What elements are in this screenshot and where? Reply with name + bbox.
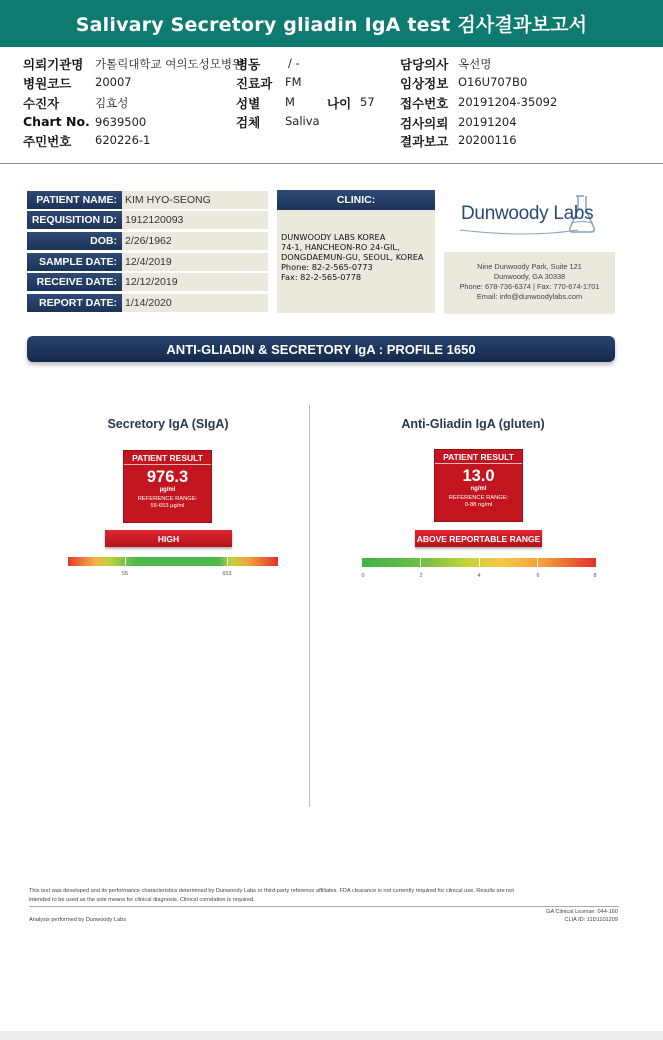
- gliadin-tick-label: 8: [593, 573, 597, 579]
- patient-label-requisition: REQUISITION ID:: [27, 211, 122, 229]
- hdr-label-chart-no: Chart No.: [23, 114, 90, 129]
- patient-value-sample-date: 12/4/2019: [122, 253, 268, 271]
- lab-address-line: Dunwoody, GA 30338: [493, 272, 566, 281]
- siga-tick-label: 55: [121, 571, 129, 577]
- gliadin-result-value: 13.0: [462, 467, 495, 485]
- hdr-value-specimen: Saliva: [285, 114, 320, 128]
- hdr-value-report-date: 20200116: [458, 133, 517, 147]
- clia-id: CLIA ID: 11D1101209: [564, 917, 618, 923]
- hdr-label-hospital-code: 병원코드: [23, 76, 72, 91]
- siga-result-value: 976.3: [146, 468, 189, 486]
- siga-tick-label: 653: [222, 571, 232, 577]
- patient-label-sample-date: SAMPLE DATE:: [27, 253, 122, 271]
- lab-address-line: Phone: 678-736-6374 | Fax: 770-674-1701: [459, 282, 600, 291]
- clinic-line: DUNWOODY LABS KOREA: [281, 232, 386, 242]
- hdr-label-age: 나이: [327, 96, 352, 111]
- siga-result-box: [123, 450, 212, 523]
- dunwoody-logo: [458, 192, 603, 240]
- hdr-value-sex: M: [285, 95, 295, 109]
- hdr-label-specimen: 검체: [236, 115, 261, 130]
- gliadin-tick: [420, 558, 421, 567]
- hdr-label-resident-no: 주민번호: [23, 134, 72, 149]
- hdr-label-sex: 성별: [236, 96, 261, 111]
- hdr-label-request-date: 검사의뢰: [400, 116, 449, 131]
- clinic-line: Fax: 82-2-565-0778: [281, 272, 362, 282]
- hdr-value-physician: 옥선명: [458, 57, 492, 71]
- lab-address-panel: [444, 252, 615, 314]
- report-title: Salivary Secretory gliadin IgA test 검사결과보고서: [75, 14, 588, 36]
- gliadin-tick-label: 0: [361, 573, 365, 579]
- disclaimer-line-1: This test was developed and its performance characteristics determined by Dunwoody Labs or third-party reference affiliates. FDA clearance is not currently required for clinical use. Results are not: [29, 888, 514, 894]
- hdr-label-patient: 수진자: [23, 96, 60, 111]
- hdr-label-clinical-info: 임상정보: [400, 76, 449, 91]
- siga-result-label: PATIENT RESULT: [124, 451, 211, 465]
- siga-gauge: [68, 557, 278, 566]
- header-divider: [0, 163, 663, 164]
- siga-flag: HIGH: [105, 530, 232, 547]
- patient-label-dob: DOB:: [27, 232, 122, 250]
- patient-label-report-date: REPORT DATE:: [27, 294, 122, 312]
- gliadin-tick-label: 2: [419, 573, 423, 579]
- patient-label-name: PATIENT NAME:: [27, 191, 122, 209]
- patient-value-name: KIM HYO-SEONG: [122, 191, 268, 209]
- clinic-address: [277, 210, 435, 313]
- gliadin-rr-value: 0-88 ng/ml: [464, 502, 493, 508]
- clinic-line: DONGDAEMUN-GU, SEOUL, KOREA: [281, 252, 424, 262]
- gliadin-result-label: PATIENT RESULT: [435, 450, 522, 464]
- gliadin-tick: [479, 558, 480, 567]
- analysis-performed: Analysis performed by Dunwoody Labs: [29, 917, 127, 923]
- patient-value-report-date: 1/14/2020: [122, 294, 268, 312]
- hdr-value-patient: 김효성: [95, 96, 129, 110]
- hdr-value-age: 57: [360, 95, 375, 109]
- hdr-value-department: FM: [285, 75, 302, 89]
- gliadin-tick: [537, 558, 538, 567]
- hdr-value-institution: 가톨릭대학교 여의도성모병원: [95, 57, 244, 71]
- lab-address-line: Nine Dunwoody Park, Suite 121: [477, 262, 582, 271]
- logo-text: Dunwoody Labs: [461, 203, 594, 224]
- hdr-value-chart-no: 9639500: [95, 115, 147, 129]
- clinic-line: 74-1, HANCHEON-RO 24-GIL,: [281, 242, 400, 252]
- hdr-label-department: 진료과: [236, 76, 273, 91]
- disclaimer-line-2: intended to be used as the sole means for clinical diagnosis. Clinical correlation is required.: [29, 897, 255, 903]
- hdr-label-ward: 병동: [236, 57, 261, 72]
- hdr-label-receipt-no: 접수번호: [400, 96, 449, 111]
- patient-label-receive-date: RECEIVE DATE:: [27, 273, 122, 291]
- siga-result-unit: µg/ml: [159, 487, 176, 493]
- hdr-value-receipt-no: 20191204-35092: [458, 95, 558, 109]
- gliadin-tick-label: 6: [536, 573, 540, 579]
- clinic-line: Phone: 82-2-565-0773: [281, 262, 373, 272]
- siga-rr-label: REFERENCE RANGE:: [137, 496, 198, 502]
- hdr-value-clinical-info: O16U707B0: [458, 75, 528, 89]
- hdr-value-ward: / -: [288, 56, 300, 70]
- gliadin-result-box: [434, 449, 523, 522]
- clinic-header: CLINIC:: [277, 190, 435, 210]
- gliadin-tick-label: 4: [477, 573, 481, 579]
- gliadin-rr-label: REFERENCE RANGE:: [448, 495, 509, 501]
- hdr-value-hospital-code: 20007: [95, 75, 132, 89]
- section-divider: [309, 405, 310, 807]
- hdr-label-institution: 의뢰기관명: [23, 57, 84, 72]
- siga-rr-value: 55-653 µg/ml: [150, 503, 185, 509]
- patient-value-receive-date: 12/12/2019: [122, 273, 268, 291]
- patient-value-requisition: 1912120093: [122, 211, 268, 229]
- gliadin-result-unit: ng/ml: [470, 486, 487, 492]
- footer-divider: [29, 906, 619, 907]
- hdr-value-resident-no: 620226-1: [95, 133, 151, 147]
- hdr-label-physician: 담당의사: [400, 57, 449, 72]
- patient-value-dob: 2/26/1962: [122, 232, 268, 250]
- ga-license: GA Clinical License: 044-160: [546, 909, 618, 915]
- page-bottom-strip: [0, 1031, 663, 1040]
- hdr-label-report-date: 결과보고: [400, 134, 449, 149]
- lab-address-line: Email: info@dunwoodylabs.com: [476, 292, 583, 301]
- siga-title: Secretory IgA (SIgA): [107, 417, 229, 431]
- siga-tick: [227, 557, 228, 566]
- report-title-bar: [0, 0, 663, 47]
- gliadin-title: Anti-Gliadin IgA (gluten): [401, 417, 545, 431]
- gliadin-flag: ABOVE REPORTABLE RANGE: [415, 530, 542, 547]
- hdr-value-request-date: 20191204: [458, 115, 517, 129]
- profile-banner: ANTI-GLIADIN & SECRETORY IgA : PROFILE 1650: [27, 336, 615, 362]
- siga-tick: [125, 557, 126, 566]
